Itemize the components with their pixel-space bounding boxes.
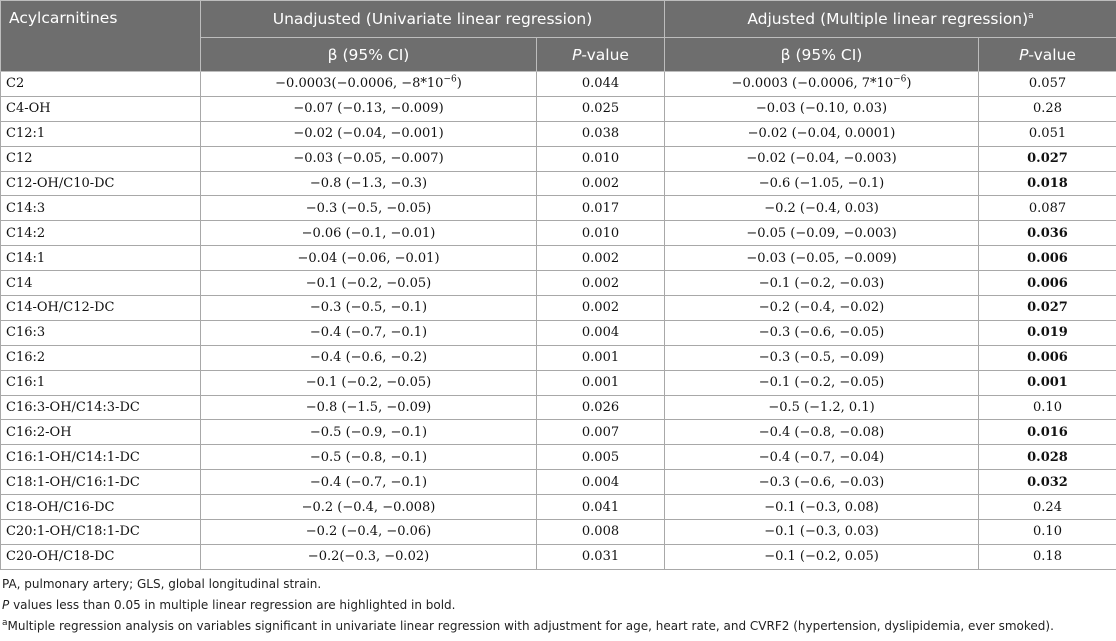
acylcarnitine-name	[1, 221, 201, 246]
acylcarnitine-name	[1, 246, 201, 271]
adjusted-p-text: 0.019	[1027, 325, 1068, 341]
acylcarnitine-name	[1, 345, 201, 370]
unadjusted-p-cell	[537, 296, 665, 321]
acylcarnitine-name-text: C16:2	[6, 350, 46, 366]
unadjusted-beta-cell	[201, 345, 537, 370]
unadjusted-p-text: 0.007	[581, 424, 620, 440]
adjusted-beta-text: −0.4 (−0.8, −0.08)	[758, 424, 885, 440]
unadjusted-beta-cell	[201, 395, 537, 420]
header-adjusted-beta: β (95% CI)	[665, 38, 979, 72]
abbreviation-note: PA, pulmonary artery; GLS, global longitudinal strain.	[2, 576, 322, 591]
unadjusted-p-cell	[537, 495, 665, 520]
unadjusted-p-text: 0.010	[581, 225, 620, 241]
footnote-text: Multiple regression analysis on variables significant in univariate linear regression with adjustment for age, heart rate, and CVRF2 (hypertension, dyslipidemia, ever smoked).	[7, 618, 1054, 633]
unadjusted-beta-text: −0.2 (−0.4, −0.008)	[301, 499, 436, 515]
adjusted-beta-text: −0.03 (−0.05, −0.009)	[746, 250, 897, 266]
table-row	[1, 345, 1116, 370]
table-row	[1, 171, 1116, 196]
unadjusted-beta-cell	[201, 96, 537, 121]
adjusted-p-text: 0.018	[1027, 176, 1068, 191]
unadjusted-beta-exponent: −6	[443, 75, 457, 86]
adjusted-p-text: 0.006	[1027, 275, 1068, 291]
unadjusted-beta-cell	[201, 544, 537, 569]
unadjusted-p-cell	[537, 221, 665, 246]
adjusted-beta-text: −0.3 (−0.5, −0.09)	[758, 350, 885, 366]
adjusted-p-cell	[979, 370, 1116, 395]
unadjusted-p-text: 0.026	[581, 400, 620, 416]
acylcarnitine-name	[1, 320, 201, 345]
table-notes	[0, 576, 1116, 635]
table-row	[1, 121, 1116, 146]
adjusted-p-text: 0.006	[1027, 350, 1068, 366]
unadjusted-p-cell	[537, 520, 665, 545]
table-row	[1, 395, 1116, 420]
adjusted-p-text: 0.036	[1027, 225, 1068, 241]
unadjusted-beta-text: −0.02 (−0.04, −0.001)	[293, 126, 444, 142]
adjusted-beta-text: −0.03 (−0.10, 0.03)	[755, 101, 888, 117]
adjusted-beta-cell	[665, 495, 979, 520]
adjusted-p-text: 0.10	[1033, 400, 1062, 416]
bold-note-text: values less than 0.05 in multiple linear regression are highlighted in bold.	[9, 597, 456, 612]
adjusted-beta-cell	[665, 72, 979, 97]
adjusted-beta-cell	[665, 420, 979, 445]
table-row	[1, 146, 1116, 171]
unadjusted-p-text: 0.008	[581, 524, 620, 540]
adjusted-p-text: 0.051	[1028, 126, 1067, 142]
table-body	[1, 72, 1116, 570]
adjusted-beta-text: −0.4 (−0.7, −0.04)	[758, 449, 885, 465]
unadjusted-p-text: 0.002	[581, 275, 620, 291]
acylcarnitine-name	[1, 520, 201, 545]
acylcarnitine-name	[1, 121, 201, 146]
adjusted-beta-cell	[665, 544, 979, 569]
adjusted-beta-text: −0.1 (−0.2, 0.05)	[764, 549, 879, 565]
acylcarnitine-name	[1, 445, 201, 470]
adjusted-p-cell	[979, 395, 1116, 420]
table-row	[1, 445, 1116, 470]
unadjusted-beta-text: −0.07 (−0.13, −0.009)	[293, 101, 444, 117]
unadjusted-beta-text: −0.4 (−0.7, −0.1)	[309, 325, 428, 341]
adjusted-beta-text: −0.6 (−1.05, −0.1)	[758, 176, 885, 191]
acylcarnitine-name-text: C12	[6, 151, 33, 167]
adjusted-beta-text: −0.5 (−1.2, 0.1)	[768, 400, 875, 416]
adjusted-p-cell	[979, 96, 1116, 121]
adjusted-p-cell	[979, 470, 1116, 495]
unadjusted-p-cell	[537, 420, 665, 445]
adjusted-beta-text: −0.1 (−0.2, −0.05)	[758, 375, 885, 391]
adjusted-p-cell	[979, 246, 1116, 271]
unadjusted-beta-cell	[201, 445, 537, 470]
adjusted-p-cell	[979, 121, 1116, 146]
adjusted-p-text: 0.28	[1033, 101, 1062, 117]
acylcarnitine-name	[1, 296, 201, 321]
unadjusted-beta-cell	[201, 196, 537, 221]
acylcarnitine-name-text: C16:3-OH/C14:3-DC	[6, 400, 140, 416]
acylcarnitine-name-text: C20:1-OH/C18:1-DC	[6, 524, 140, 540]
unadjusted-beta-text: −0.5 (−0.9, −0.1)	[309, 424, 428, 440]
unadjusted-p-text: 0.002	[581, 300, 620, 316]
unadjusted-p-cell	[537, 96, 665, 121]
unadjusted-p-text: 0.004	[581, 474, 620, 490]
table-row	[1, 296, 1116, 321]
adjusted-beta-cell	[665, 370, 979, 395]
unadjusted-p-text: 0.017	[581, 200, 620, 216]
adjusted-beta-exponent: −6	[893, 75, 907, 86]
adjusted-beta-cell	[665, 221, 979, 246]
footnote-a	[2, 618, 1116, 635]
table-row	[1, 520, 1116, 545]
unadjusted-p-text: 0.002	[581, 250, 620, 266]
unadjusted-beta-cell	[201, 171, 537, 196]
unadjusted-p-text: 0.004	[581, 325, 620, 341]
unadjusted-beta-cell	[201, 370, 537, 395]
table-row	[1, 271, 1116, 296]
acylcarnitine-name-text: C20-OH/C18-DC	[6, 549, 115, 565]
adjusted-p-cell	[979, 320, 1116, 345]
adjusted-beta-text: −0.3 (−0.6, −0.05)	[758, 325, 885, 341]
acylcarnitine-name-text: C2	[6, 76, 25, 92]
adjusted-p-text: 0.10	[1033, 524, 1062, 540]
unadjusted-beta-cell	[201, 221, 537, 246]
unadjusted-p-cell	[537, 370, 665, 395]
acylcarnitine-name	[1, 271, 201, 296]
adjusted-p-text: 0.18	[1033, 549, 1062, 565]
acylcarnitine-name-text: C18-OH/C16-DC	[6, 499, 115, 515]
bold-note	[2, 597, 1116, 614]
header-p-italic: P	[572, 45, 582, 64]
unadjusted-beta-text: −0.3 (−0.5, −0.1)	[309, 300, 428, 316]
adjusted-beta-cell	[665, 171, 979, 196]
header-p-suffix: -value	[1028, 45, 1076, 64]
unadjusted-p-text: 0.031	[581, 549, 620, 565]
unadjusted-p-cell	[537, 445, 665, 470]
unadjusted-beta-cell	[201, 320, 537, 345]
unadjusted-p-text: 0.038	[581, 126, 620, 142]
unadjusted-beta-text: −0.2(−0.3, −0.02)	[307, 549, 430, 565]
adjusted-p-cell	[979, 445, 1116, 470]
unadjusted-p-cell	[537, 544, 665, 569]
acylcarnitine-name-text: C14:1	[6, 250, 46, 266]
unadjusted-beta-text: −0.4 (−0.6, −0.2)	[309, 350, 428, 366]
footnote-marker: a	[2, 617, 8, 628]
unadjusted-p-cell	[537, 72, 665, 97]
adjusted-p-text: 0.027	[1027, 300, 1068, 316]
acylcarnitine-name-text: C12-OH/C10-DC	[6, 176, 115, 191]
unadjusted-beta-cell	[201, 246, 537, 271]
adjusted-p-cell	[979, 146, 1116, 171]
header-unadjusted-p	[537, 38, 665, 72]
adjusted-p-text: 0.057	[1028, 76, 1067, 92]
acylcarnitine-name	[1, 96, 201, 121]
unadjusted-beta-cell	[201, 296, 537, 321]
adjusted-p-cell	[979, 296, 1116, 321]
header-p-italic: P	[1019, 45, 1029, 64]
unadjusted-p-text: 0.044	[581, 76, 620, 92]
adjusted-beta-cell	[665, 271, 979, 296]
acylcarnitine-name	[1, 470, 201, 495]
unadjusted-p-cell	[537, 146, 665, 171]
adjusted-beta-text: −0.2 (−0.4, 0.03)	[764, 200, 879, 216]
acylcarnitine-name	[1, 370, 201, 395]
acylcarnitine-name-text: C16:1-OH/C14:1-DC	[6, 449, 140, 465]
adjusted-p-cell	[979, 495, 1116, 520]
unadjusted-beta-cell	[201, 72, 537, 97]
adjusted-p-cell	[979, 520, 1116, 545]
unadjusted-p-text: 0.001	[581, 375, 620, 391]
unadjusted-p-text: 0.041	[581, 499, 620, 515]
acylcarnitine-name	[1, 395, 201, 420]
header-acylcarnitines: Acylcarnitines	[1, 1, 201, 72]
unadjusted-beta-cell	[201, 146, 537, 171]
adjusted-p-cell	[979, 271, 1116, 296]
adjusted-p-text: 0.087	[1028, 200, 1067, 216]
adjusted-p-cell	[979, 345, 1116, 370]
adjusted-beta-tail: )	[906, 76, 912, 92]
table-row	[1, 320, 1116, 345]
unadjusted-p-cell	[537, 196, 665, 221]
table-row	[1, 420, 1116, 445]
acylcarnitine-name	[1, 72, 201, 97]
table-row	[1, 221, 1116, 246]
acylcarnitine-name	[1, 196, 201, 221]
adjusted-p-cell	[979, 72, 1116, 97]
unadjusted-p-cell	[537, 345, 665, 370]
adjusted-beta-cell	[665, 146, 979, 171]
acylcarnitine-name-text: C16:1	[6, 375, 46, 391]
adjusted-beta-cell	[665, 96, 979, 121]
adjusted-beta-cell	[665, 121, 979, 146]
adjusted-p-text: 0.006	[1027, 250, 1068, 266]
table-row	[1, 370, 1116, 395]
adjusted-beta-cell	[665, 320, 979, 345]
adjusted-beta-text: −0.1 (−0.2, −0.03)	[758, 275, 885, 291]
adjusted-beta-cell	[665, 445, 979, 470]
header-adjusted-sup: a	[1028, 10, 1034, 21]
header-adjusted-text: Adjusted (Multiple linear regression)	[747, 10, 1029, 28]
adjusted-beta-cell	[665, 520, 979, 545]
acylcarnitine-name-text: C16:3	[6, 325, 46, 341]
adjusted-beta-text: −0.3 (−0.6, −0.03)	[758, 474, 885, 490]
unadjusted-beta-text: −0.3 (−0.5, −0.05)	[305, 200, 432, 216]
unadjusted-p-text: 0.001	[581, 350, 620, 366]
adjusted-beta-text: −0.02 (−0.04, −0.003)	[746, 151, 897, 167]
acylcarnitine-name-text: C4-OH	[6, 101, 51, 117]
unadjusted-beta-text: −0.1 (−0.2, −0.05)	[305, 375, 432, 391]
adjusted-beta-cell	[665, 196, 979, 221]
table-row	[1, 544, 1116, 569]
unadjusted-beta-cell	[201, 271, 537, 296]
unadjusted-p-cell	[537, 171, 665, 196]
adjusted-beta-text: −0.02 (−0.04, 0.0001)	[747, 126, 896, 142]
unadjusted-beta-text: −0.2 (−0.4, −0.06)	[305, 524, 432, 540]
unadjusted-beta-text: −0.04 (−0.06, −0.01)	[297, 250, 440, 266]
bold-note-italic: P	[2, 597, 10, 612]
header-unadjusted-beta: β (95% CI)	[201, 38, 537, 72]
table-row	[1, 96, 1116, 121]
adjusted-beta-text: −0.1 (−0.3, 0.08)	[764, 499, 879, 515]
acylcarnitine-name	[1, 544, 201, 569]
adjusted-beta-cell	[665, 395, 979, 420]
adjusted-p-cell	[979, 221, 1116, 246]
unadjusted-beta-tail: )	[456, 76, 462, 92]
unadjusted-beta-text: −0.8 (−1.3, −0.3)	[309, 176, 428, 191]
adjusted-beta-text: −0.1 (−0.3, 0.03)	[764, 524, 879, 540]
unadjusted-p-text: 0.010	[581, 151, 620, 167]
header-adjusted	[665, 1, 1116, 38]
adjusted-beta-text: −0.0003 (−0.0006, 7*10	[731, 76, 894, 92]
header-unadjusted: Unadjusted (Univariate linear regression)	[201, 1, 665, 38]
unadjusted-p-cell	[537, 246, 665, 271]
unadjusted-beta-text: −0.4 (−0.7, −0.1)	[309, 474, 428, 490]
adjusted-beta-text: −0.05 (−0.09, −0.003)	[746, 225, 897, 241]
acylcarnitine-name-text: C18:1-OH/C16:1-DC	[6, 474, 140, 490]
unadjusted-p-cell	[537, 395, 665, 420]
unadjusted-p-text: 0.025	[581, 101, 620, 117]
unadjusted-beta-cell	[201, 420, 537, 445]
acylcarnitine-name-text: C14:3	[6, 200, 46, 216]
unadjusted-beta-text: −0.03 (−0.05, −0.007)	[293, 151, 444, 167]
acylcarnitine-name	[1, 420, 201, 445]
adjusted-p-cell	[979, 196, 1116, 221]
acylcarnitine-name	[1, 171, 201, 196]
table-row	[1, 72, 1116, 97]
adjusted-p-cell	[979, 544, 1116, 569]
table-row	[1, 246, 1116, 271]
unadjusted-p-text: 0.005	[581, 449, 620, 465]
table-row	[1, 495, 1116, 520]
unadjusted-p-text: 0.002	[581, 176, 620, 191]
unadjusted-beta-cell	[201, 470, 537, 495]
acylcarnitine-name	[1, 495, 201, 520]
header-p-suffix: -value	[581, 45, 629, 64]
unadjusted-beta-text: −0.5 (−0.8, −0.1)	[309, 449, 428, 465]
adjusted-beta-cell	[665, 296, 979, 321]
adjusted-p-text: 0.24	[1033, 499, 1062, 515]
adjusted-beta-cell	[665, 345, 979, 370]
unadjusted-beta-text: −0.1 (−0.2, −0.05)	[305, 275, 432, 291]
adjusted-p-text: 0.027	[1027, 151, 1068, 167]
unadjusted-beta-cell	[201, 121, 537, 146]
adjusted-p-text: 0.032	[1027, 474, 1068, 490]
unadjusted-beta-text: −0.8 (−1.5, −0.09)	[305, 400, 432, 416]
acylcarnitine-name	[1, 146, 201, 171]
adjusted-p-cell	[979, 171, 1116, 196]
adjusted-p-text: 0.001	[1027, 375, 1068, 391]
acylcarnitine-name-text: C14	[6, 275, 33, 291]
unadjusted-p-cell	[537, 320, 665, 345]
table-row	[1, 196, 1116, 221]
adjusted-p-text: 0.016	[1027, 424, 1068, 440]
acylcarnitine-name-text: C16:2-OH	[6, 424, 72, 440]
unadjusted-beta-text: −0.0003(−0.0006, −8*10	[275, 76, 444, 92]
header-adjusted-p	[979, 38, 1116, 72]
unadjusted-p-cell	[537, 470, 665, 495]
adjusted-p-cell	[979, 420, 1116, 445]
adjusted-beta-cell	[665, 246, 979, 271]
adjusted-beta-cell	[665, 470, 979, 495]
unadjusted-beta-cell	[201, 520, 537, 545]
acylcarnitine-name-text: C14-OH/C12-DC	[6, 300, 115, 316]
acylcarnitine-name-text: C12:1	[6, 126, 46, 142]
adjusted-beta-text: −0.2 (−0.4, −0.02)	[758, 300, 885, 316]
unadjusted-beta-text: −0.06 (−0.1, −0.01)	[301, 225, 436, 241]
acylcarnitine-name-text: C14:2	[6, 225, 46, 241]
table-row	[1, 470, 1116, 495]
unadjusted-beta-cell	[201, 495, 537, 520]
adjusted-p-text: 0.028	[1027, 449, 1068, 465]
unadjusted-p-cell	[537, 121, 665, 146]
unadjusted-p-cell	[537, 271, 665, 296]
